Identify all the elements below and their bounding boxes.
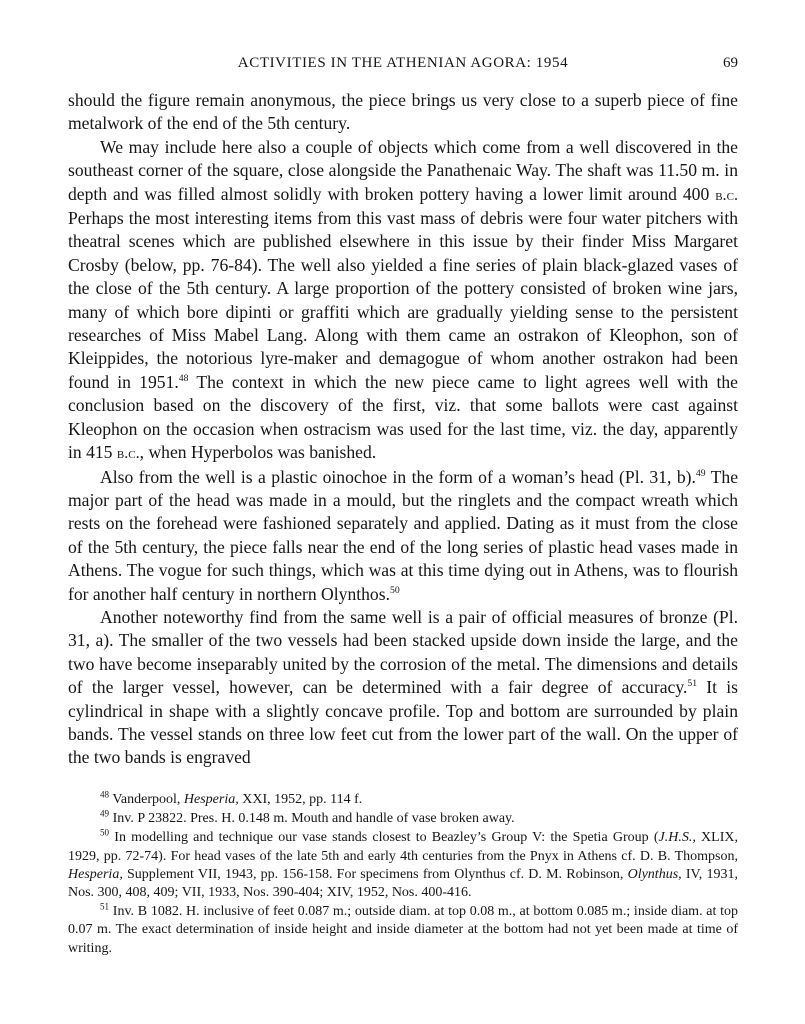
journal-title: Olynthus, xyxy=(627,866,682,882)
journal-title: Hesperia, xyxy=(183,792,239,807)
footnote-49 xyxy=(68,810,738,828)
footnote-text: Inv. B 1082. H. inclusive of feet 0.087 m.; outside diam. at top 0.08 m., at bottom 0.085 m.; inside diam. at top 0.07 m. The exact determination of inside height and inside diameter at the bottom had not yet been made at time of writing. xyxy=(68,904,738,956)
footnote-50 xyxy=(68,829,738,902)
paragraph-1-text: should the figure remain anonymous, the piece brings us very close to a superb piece of fine metalwork of the end of the 5th century. xyxy=(68,90,738,134)
paragraph-2-text-a: We may include here also a couple of objects which come from a well discovered in the southeast corner of the square, close alongside the Panathenaic Way. The shaft was 11.50 m. in depth and was filled almost solidly with broken pottery having a lower limit around 400 xyxy=(68,136,738,204)
footnote-number: 48 xyxy=(100,789,110,800)
footnote-text: Vanderpool, xyxy=(109,792,184,807)
footnote-ref-49[interactable]: 49 xyxy=(695,467,706,479)
footnote-ref-50[interactable]: 50 xyxy=(389,584,400,596)
era-abbrev: b.c. xyxy=(715,185,738,204)
footnote-number: 51 xyxy=(100,901,110,912)
footnote-number: 50 xyxy=(100,827,110,838)
paragraph-2-text-d: , when Hyperbolos was banished. xyxy=(139,442,377,463)
footnote-text: In modelling and technique our vase stands closest to Beazley’s Group V: the Spetia Group ( xyxy=(109,830,659,846)
paragraph-4 xyxy=(68,606,738,770)
running-title: ACTIVITIES IN THE ATHENIAN AGORA: 1954 xyxy=(237,55,569,71)
paragraph-2-text-b: Perhaps the most interesting items from this vast mass of debris were four water pitchers with theatral scenes which are published elsewhere in this issue by their finder Miss Margaret Crosby (below, pp. 76-84). The well also yielded a fine series of plain black-glazed vases of the close of the 5th century. A large proportion of the pottery consisted of broken wine jars, many of which bore dipinti or graffiti which are gradually yielding sense to the persistent researches of Miss Mabel Lang. Along with them came an ostrakon of Kleophon, son of Kleippides, the notorious lyre-maker and demagogue of whom another ostrakon had been found in 1951. xyxy=(68,208,738,392)
page-number: 69 xyxy=(723,55,738,71)
journal-title: Hesperia, xyxy=(68,866,123,882)
footnote-text: Supplement VII, 1943, pp. 156-158. For specimens from Olynthus cf. D. M. Robinson, xyxy=(122,866,628,882)
main-text xyxy=(68,89,738,770)
footnote-ref-51[interactable]: 51 xyxy=(687,678,698,690)
footnote-51 xyxy=(68,903,738,958)
footnote-text: XLIX, 1929, pp. 72-74). For head vases of the late 5th and early 4th centuries from the Pnyx in Athens cf. D. B. Thompson, xyxy=(68,830,738,864)
footnotes xyxy=(68,791,738,958)
footnote-text: Inv. P 23822. Pres. H. 0.148 m. Mouth and handle of vase broken away. xyxy=(109,811,515,827)
paragraph-3 xyxy=(68,466,738,606)
paragraph-3-text-b: The major part of the head was made in a mould, but the ringlets and the compact wreath which rests on the forehead were fashioned separately and applied. Dating as it must from the close of the 5th century, the piece falls near the end of the long series of plastic head vases made in Athens. The vogue for such things, which was at this time dying out in Athens, was to flourish for another half century in northern Olynthos. xyxy=(68,466,739,604)
running-header xyxy=(68,55,738,77)
footnote-text: XXI, 1952, pp. 114 f. xyxy=(238,792,363,807)
footnote-48 xyxy=(68,791,738,809)
footnote-number: 49 xyxy=(100,808,110,819)
era-abbrev: b.c. xyxy=(116,444,140,463)
footnote-ref-48[interactable]: 48 xyxy=(178,373,189,385)
journal-title: J.H.S., xyxy=(658,830,696,846)
paragraph-2-text-c: The context in which the new piece came to light agrees well with the conclusion based on the discovery of the first, viz. that some ballots were cast against Kleophon on the occasion when ostracism was used for the last time, viz. the day, apparently in 415 xyxy=(68,371,738,463)
paragraph-4-text-a: Another noteworthy find from the same well is a pair of official measures of bronze (Pl. 31, a). The smaller of the two vessels had been stacked upside down inside the large, and the two have become inseparably united by the corrosion of the metal. The dimensions and details of the larger vessel, however, can be determined with a fair degree of accuracy. xyxy=(68,606,738,698)
paragraph-1 xyxy=(68,89,738,136)
paragraph-4-text-b: It is cylindrical in shape with a slightly concave profile. Top and bottom are surrounded by plain bands. The vessel stands on three low feet cut from the lower part of the wall. On the upper of the two bands is engraved xyxy=(68,677,738,768)
paragraph-2 xyxy=(68,136,738,466)
footnote-text: IV, 1931, Nos. 300, 408, 409; VII, 1933, Nos. 390-404; XIV, 1952, Nos. 400-416. xyxy=(68,866,738,901)
paragraph-3-text-a: Also from the well is a plastic oinochoe in the form of a woman’s head (Pl. 31, b). xyxy=(100,466,696,487)
